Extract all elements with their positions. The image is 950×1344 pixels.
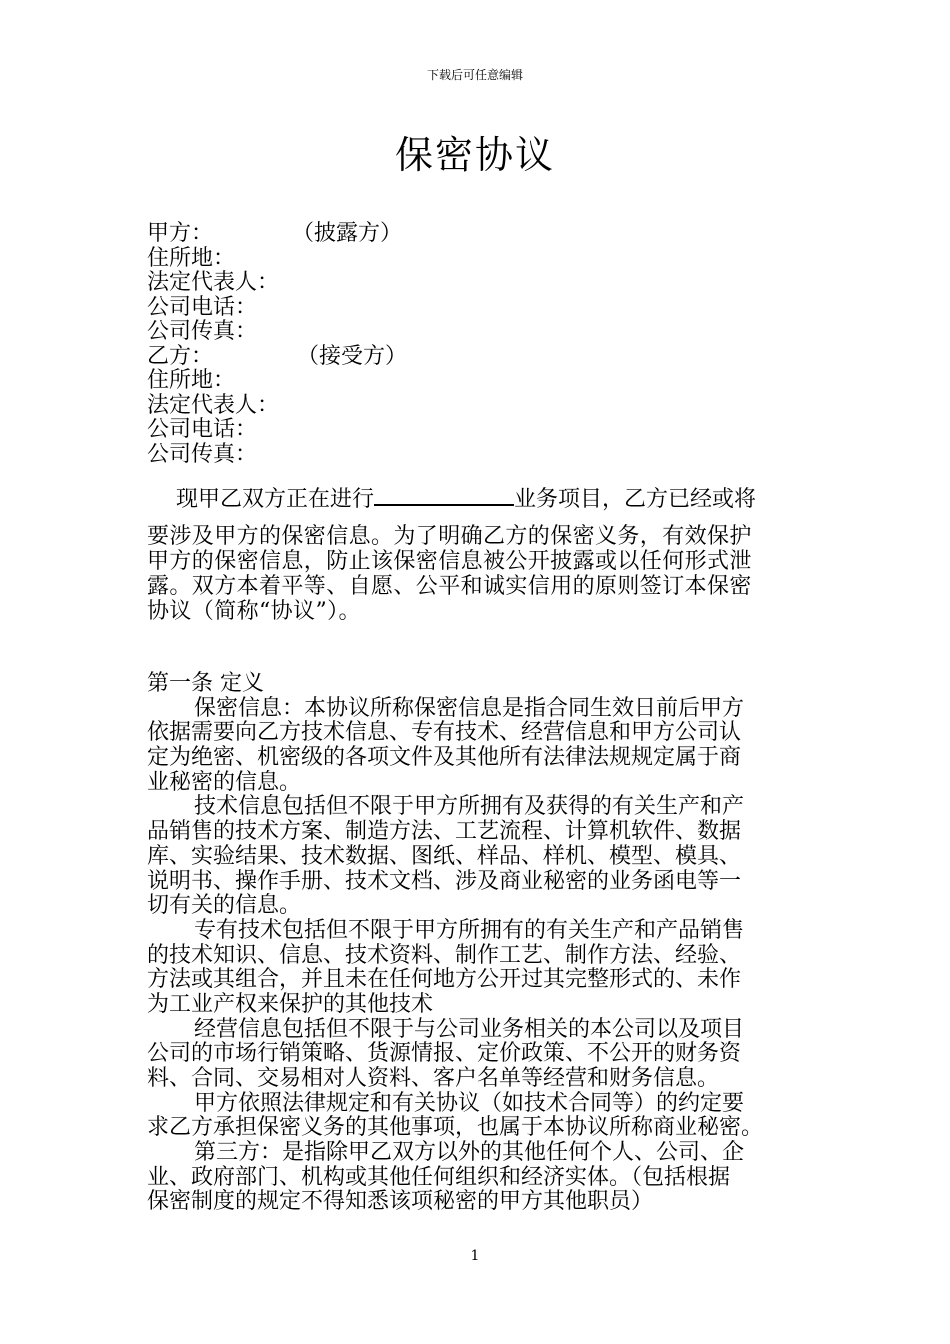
page-header: 下载后可任意编辑 — [426, 68, 523, 82]
party-b-address: 住所地： — [147, 368, 236, 393]
parties-block — [147, 222, 807, 467]
intro-before-blank: 现甲乙双方正在进行 — [176, 487, 375, 512]
article-1-line: 求乙方承担保密义务的其他事项，也属于本协议所称商业秘密。 — [147, 1115, 764, 1141]
article-1-heading: 第一条 定义 — [147, 671, 264, 696]
party-a-label: 甲方： — [147, 221, 214, 246]
project-name-blank — [374, 484, 514, 506]
party-b-line — [147, 345, 807, 370]
article-1-line: 切有关的信息。 — [147, 893, 302, 919]
party-a-role: （披露方） — [292, 221, 403, 246]
article-1-line: 公司的市场行销策略、货源情报、定价政策、不公开的财务资 — [147, 1041, 742, 1067]
party-b-legal-rep: 法定代表人： — [147, 392, 280, 418]
party-a-fax: 公司传真： — [147, 319, 258, 344]
article-1-body — [147, 697, 807, 1215]
article-1-line: 的技术知识、信息、技术资料、制作工艺、制作方法、经验、 — [147, 942, 742, 968]
article-1-line: 说明书、操作手册、技术文档、涉及商业秘密的业务函电等一 — [147, 868, 742, 894]
intro-rest — [147, 524, 807, 624]
intro-line: 露。双方本着平等、自愿、公平和诚实信用的原则签订本保密 — [147, 574, 752, 599]
article-1-line: 保密信息：本协议所称保密信息是指合同生效日前后甲方 — [194, 695, 745, 721]
party-b-label: 乙方： — [147, 343, 214, 369]
article-1-line: 业、政府部门、机构或其他任何组织和经济实体。（包括根据 — [147, 1164, 731, 1190]
page-number: 1 — [470, 1248, 480, 1264]
intro-paragraph — [147, 484, 807, 624]
party-a-legal-rep: 法定代表人： — [147, 270, 280, 295]
party-a-phone: 公司电话： — [147, 294, 258, 320]
document-title: 保密协议 — [394, 133, 555, 177]
intro-first-line — [147, 484, 807, 512]
party-a-line — [147, 222, 807, 247]
party-a-address: 住所地： — [147, 245, 236, 271]
article-1-line: 专有技术包括但不限于甲方所拥有的有关生产和产品销售 — [194, 917, 745, 943]
intro-line: 要涉及甲方的保密信息。为了明确乙方的保密义务，有效保护 — [147, 524, 752, 549]
article-1-line: 依据需要向乙方技术信息、专有技术、经营信息和甲方公司认 — [147, 720, 742, 746]
article-1-line: 库、实验结果、技术数据、图纸、样品、样机、模型、模具、 — [147, 843, 742, 869]
article-1-line: 保密制度的规定不得知悉该项秘密的甲方其他职员） — [147, 1189, 654, 1215]
article-1-line: 品销售的技术方案、制造方法、工艺流程、计算机软件、数据 — [147, 819, 742, 845]
intro-line: 协议（简称“协议”）。 — [147, 599, 361, 624]
article-1-line: 为工业产权来保护的其他技术 — [147, 991, 434, 1017]
article-1 — [147, 672, 807, 1215]
intro-after-blank: 业务项目，乙方已经或将 — [514, 487, 757, 512]
article-1-line: 第三方：是指除甲乙双方以外的其他任何个人、公司、企 — [194, 1140, 745, 1166]
article-1-line: 方法或其组合，并且未在任何地方公开过其完整形式的、未作 — [147, 967, 742, 993]
article-1-line: 经营信息包括但不限于与公司业务相关的本公司以及项目 — [194, 1016, 745, 1042]
article-1-line: 甲方依照法律规定和有关协议（如技术合同等）的约定要 — [194, 1090, 745, 1116]
intro-line: 甲方的保密信息，防止该保密信息被公开披露或以任何形式泄 — [147, 549, 752, 574]
article-1-line: 业秘密的信息。 — [147, 769, 302, 795]
article-1-line: 技术信息包括但不限于甲方所拥有及获得的有关生产和产 — [194, 794, 745, 820]
article-1-line: 料、合同、交易相对人资料、客户名单等经营和财务信息。 — [147, 1066, 720, 1091]
party-b-role: （接受方） — [297, 343, 408, 369]
article-1-line: 定为绝密、机密级的各项文件及其他所有法律法规规定属于商 — [147, 745, 742, 771]
party-b-phone: 公司电话： — [147, 417, 258, 442]
party-b-fax: 公司传真： — [147, 441, 258, 467]
